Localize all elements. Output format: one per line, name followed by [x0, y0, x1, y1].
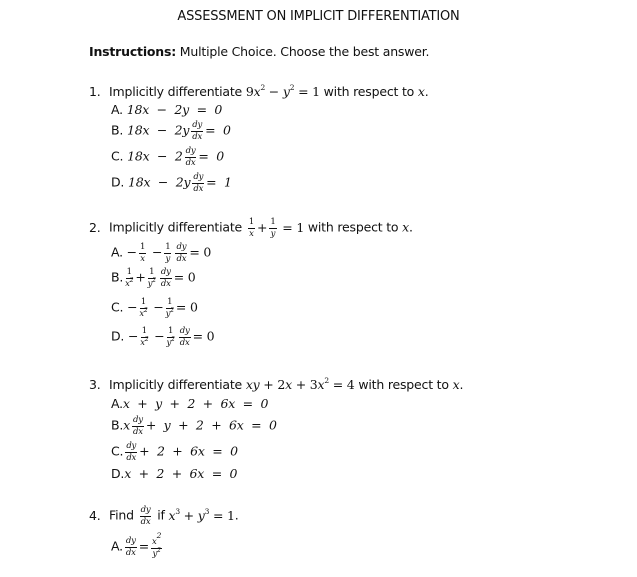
fraction-dy-dx: $\frac{dy}{dx}$	[133, 415, 143, 437]
fraction-dy-dx: $\frac{dy}{dx}$	[140, 505, 151, 527]
option-b[interactable]: B. $\frac{1}{x^2}$ + $\frac{1}{y^2}$ $\frac{dy}{dx}$ = 0	[111, 267, 196, 289]
option-c[interactable]: C. $\frac{dy}{dx}$ + 2 + 6x = 0	[111, 441, 238, 463]
question-number: 4.	[89, 507, 101, 523]
question-number: 1.	[89, 84, 101, 99]
instructions	[89, 44, 429, 59]
question-number: 3.	[89, 377, 101, 392]
option-b[interactable]: B. 18x − 2y $\frac{dy}{dx}$ = 0	[111, 120, 231, 142]
option-d[interactable]: D.x + 2 + 6x = 0	[111, 466, 238, 481]
question-stem: Find	[109, 507, 138, 523]
question-3: 3. Implicitly differentiate xy + $2x + 3x^2 = 4$ with respect to x.	[89, 376, 464, 392]
question-stem: Implicitly differentiate	[109, 84, 246, 99]
instructions-label: Instructions:	[89, 44, 177, 59]
question-number: 2.	[89, 219, 101, 235]
fraction-dy-dx: $\frac{dy}{dx}$	[126, 441, 137, 463]
question-stem: Implicitly differentiate	[109, 219, 246, 235]
option-c[interactable]: C. − $\frac{1}{x^2}$ − $\frac{1}{y^2}$ = 0	[111, 297, 198, 319]
fraction-dy-dx: $\frac{dy}{dx}$	[192, 120, 203, 142]
fraction-dy-dx: $\frac{dy}{dx}$	[193, 172, 204, 194]
option-a[interactable]: A.x + y + 2 + 6x = 0	[111, 396, 269, 411]
option-a[interactable]: A. 18x − 2y = 0	[111, 102, 223, 117]
question-stem: Implicitly differentiate	[109, 377, 246, 392]
option-a[interactable]: A. $\frac{dy}{dx}$ = $\frac{x^2}{y^2}$	[111, 531, 162, 559]
equation: xy + $2x + 3x^2 = 4$	[245, 376, 355, 392]
fraction-dy-dx: $\frac{dy}{dx}$	[185, 146, 196, 168]
page-title: ASSESSMENT ON IMPLICIT DIFFERENTIATION	[177, 9, 460, 24]
question-1: 1. Implicitly differentiate $9x^2 - y^2 = 1$ with respect to x.	[89, 83, 429, 99]
option-c[interactable]: C. 18x − 2 $\frac{dy}{dx}$ = 0	[111, 146, 224, 168]
option-a[interactable]: A. − $\frac{1}{x}$ − $\frac{1}{y}$ $\frac{dy}{dx}$ = 0	[111, 242, 212, 264]
question-2: 2. Implicitly differentiate $\frac{1}{x}$ + $\frac{1}{y}$ = 1 with respect to x.	[89, 217, 413, 239]
equation: $9x^2 - y^2 = 1$	[245, 83, 320, 99]
equation: $\frac{1}{x}$ + $\frac{1}{y}$ = 1	[248, 217, 305, 239]
option-b[interactable]: B.x $\frac{dy}{dx}$ + y + 2 + 6x = 0	[111, 415, 277, 437]
option-d[interactable]: D. 18x − 2y $\frac{dy}{dx}$ = 1	[111, 172, 232, 194]
instructions-text: Multiple Choice. Choose the best answer.	[176, 44, 430, 59]
equation: $x^3 + y^3 = 1$	[168, 506, 235, 523]
question-4: 4. Find $\frac{dy}{dx}$ if $x^3 + y^3 = 1$.	[89, 505, 239, 527]
option-d[interactable]: D. − $\frac{1}{x^2}$ − $\frac{1}{y^2}$ $\frac{dy}{dx}$ = 0	[111, 326, 215, 348]
fraction-dy-dx: $\frac{dy}{dx}$	[125, 536, 136, 558]
